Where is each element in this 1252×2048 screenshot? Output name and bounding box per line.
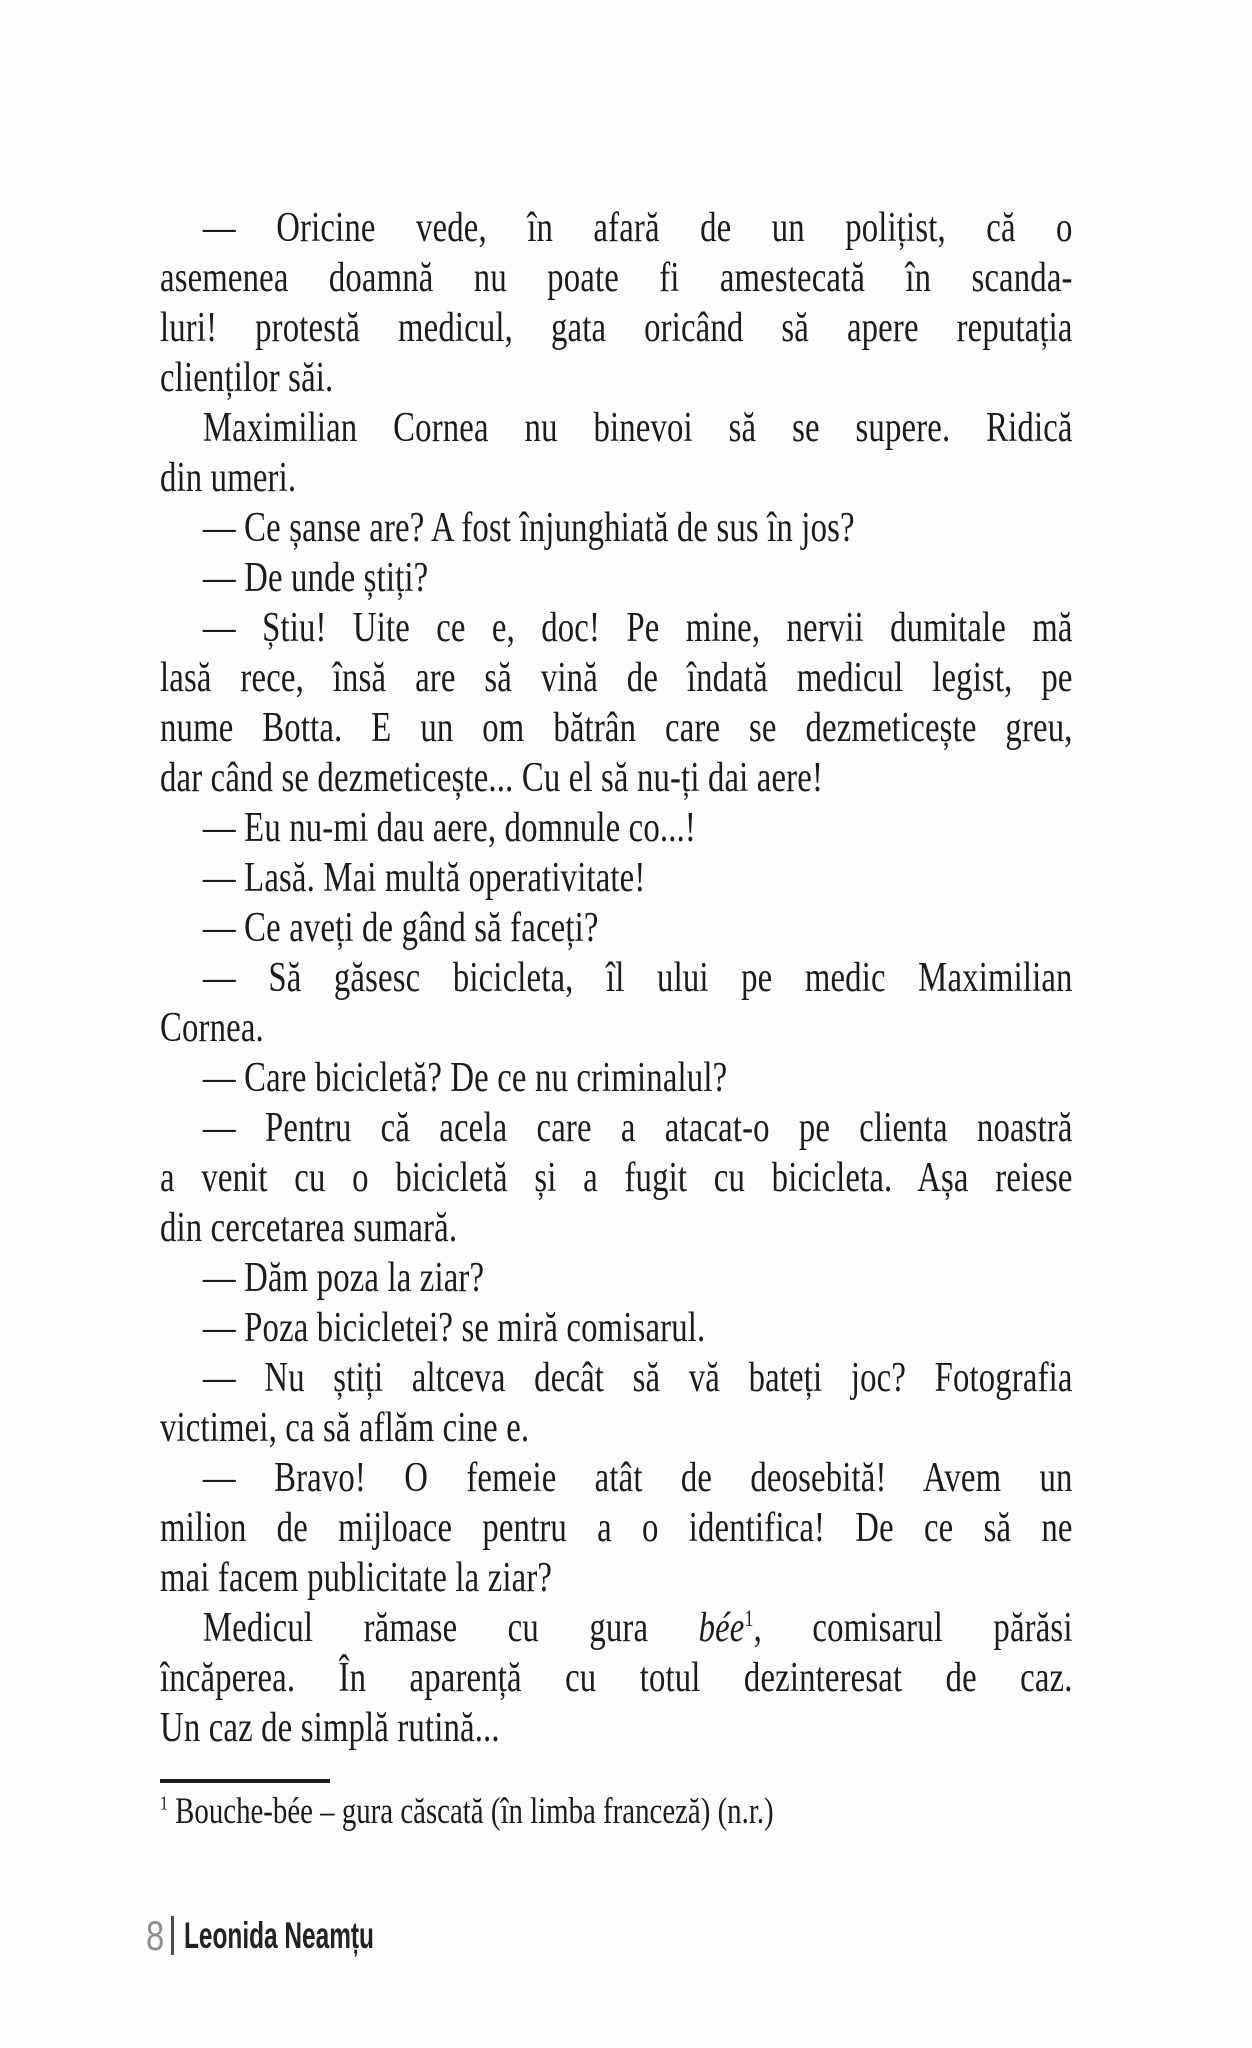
text-line: luri! protestă medicul, gata oricând să apere reputația [160, 305, 1073, 351]
text-line: Medicul rămase cu gura bée$^1$, comisarul părăsi [202, 1605, 1073, 1651]
text-line: lasă rece, însă are să vină de îndată medicul legist, pe [160, 655, 1073, 701]
text-line: din umeri. [160, 455, 297, 501]
text-line: — Oricine vede, în afară de un polițist, că o [202, 205, 1073, 251]
text-line: mai facem publicitate la ziar? [160, 1555, 553, 1601]
page-text [160, 203, 1073, 1753]
footer-divider [171, 1916, 174, 1955]
text-line: — Știu! Uite ce e, doc! Pe mine, nervii dumitale mă [202, 605, 1073, 651]
text-line: — Pentru că acela care a atacat-o pe clienta noastră [202, 1105, 1073, 1151]
text-line: Cornea. [160, 1005, 264, 1051]
text-line: — Dăm poza la ziar? [202, 1255, 485, 1301]
text-line: a venit cu o bicicletă și a fugit cu bicicleta. Așa reiese [160, 1155, 1073, 1201]
text-line: — Eu nu-mi dau aere, domnule co...! [202, 805, 696, 851]
footnote-marker: 1 [160, 1792, 168, 1815]
footnote-separator [160, 1779, 330, 1783]
text-line: — Lasă. Mai multă operativitate! [202, 855, 646, 901]
text-line: — Să găsesc bicicleta, îl ului pe medic Maximilian [202, 955, 1073, 1001]
text-line: — Ce șanse are? A fost înjunghiată de sus în jos? [202, 505, 855, 551]
page-number: 8 [146, 1912, 165, 1959]
text-line: — De unde știți? [202, 555, 429, 601]
text-line: — Bravo! O femeie atât de deosebită! Avem un [202, 1455, 1073, 1501]
text-line: — Poza bicicletei? se miră comisarul. [202, 1305, 706, 1351]
text-line: Un caz de simplă rutină... [160, 1705, 500, 1751]
text-line: din cercetarea sumară. [160, 1205, 458, 1251]
text-line: — Care bicicletă? De ce nu criminalul? [202, 1055, 728, 1101]
text-line: Maximilian Cornea nu binevoi să se supere. Ridică [202, 405, 1073, 451]
text-line: asemenea doamnă nu poate fi amestecată în scanda- [160, 255, 1073, 301]
text-line: dar când se dezmeticește... Cu el să nu-ți dai aere! [160, 755, 824, 801]
footnote [160, 1789, 1073, 1835]
page-footer [0, 1913, 1252, 1959]
text-line: — Nu știți altceva decât să vă bateți joc? Fotografia [202, 1355, 1073, 1401]
text-line: nume Botta. E un om bătrân care se dezmeticește greu, [160, 705, 1073, 751]
footer-author: Leonida Neamțu [184, 1915, 374, 1956]
text-line: clienților săi. [160, 355, 334, 401]
text-line: — Ce aveți de gând să faceți? [202, 905, 599, 951]
text-line: victimei, ca să aflăm cine e. [160, 1405, 530, 1451]
text-line: milion de mijloace pentru a o identifica! De ce să ne [160, 1505, 1073, 1551]
footnote-text: Bouche-bée – gura căscată (în limba franceză) (n.r.) [175, 1791, 774, 1832]
text-line: încăperea. În aparență cu totul dezinteresat de caz. [160, 1655, 1073, 1701]
